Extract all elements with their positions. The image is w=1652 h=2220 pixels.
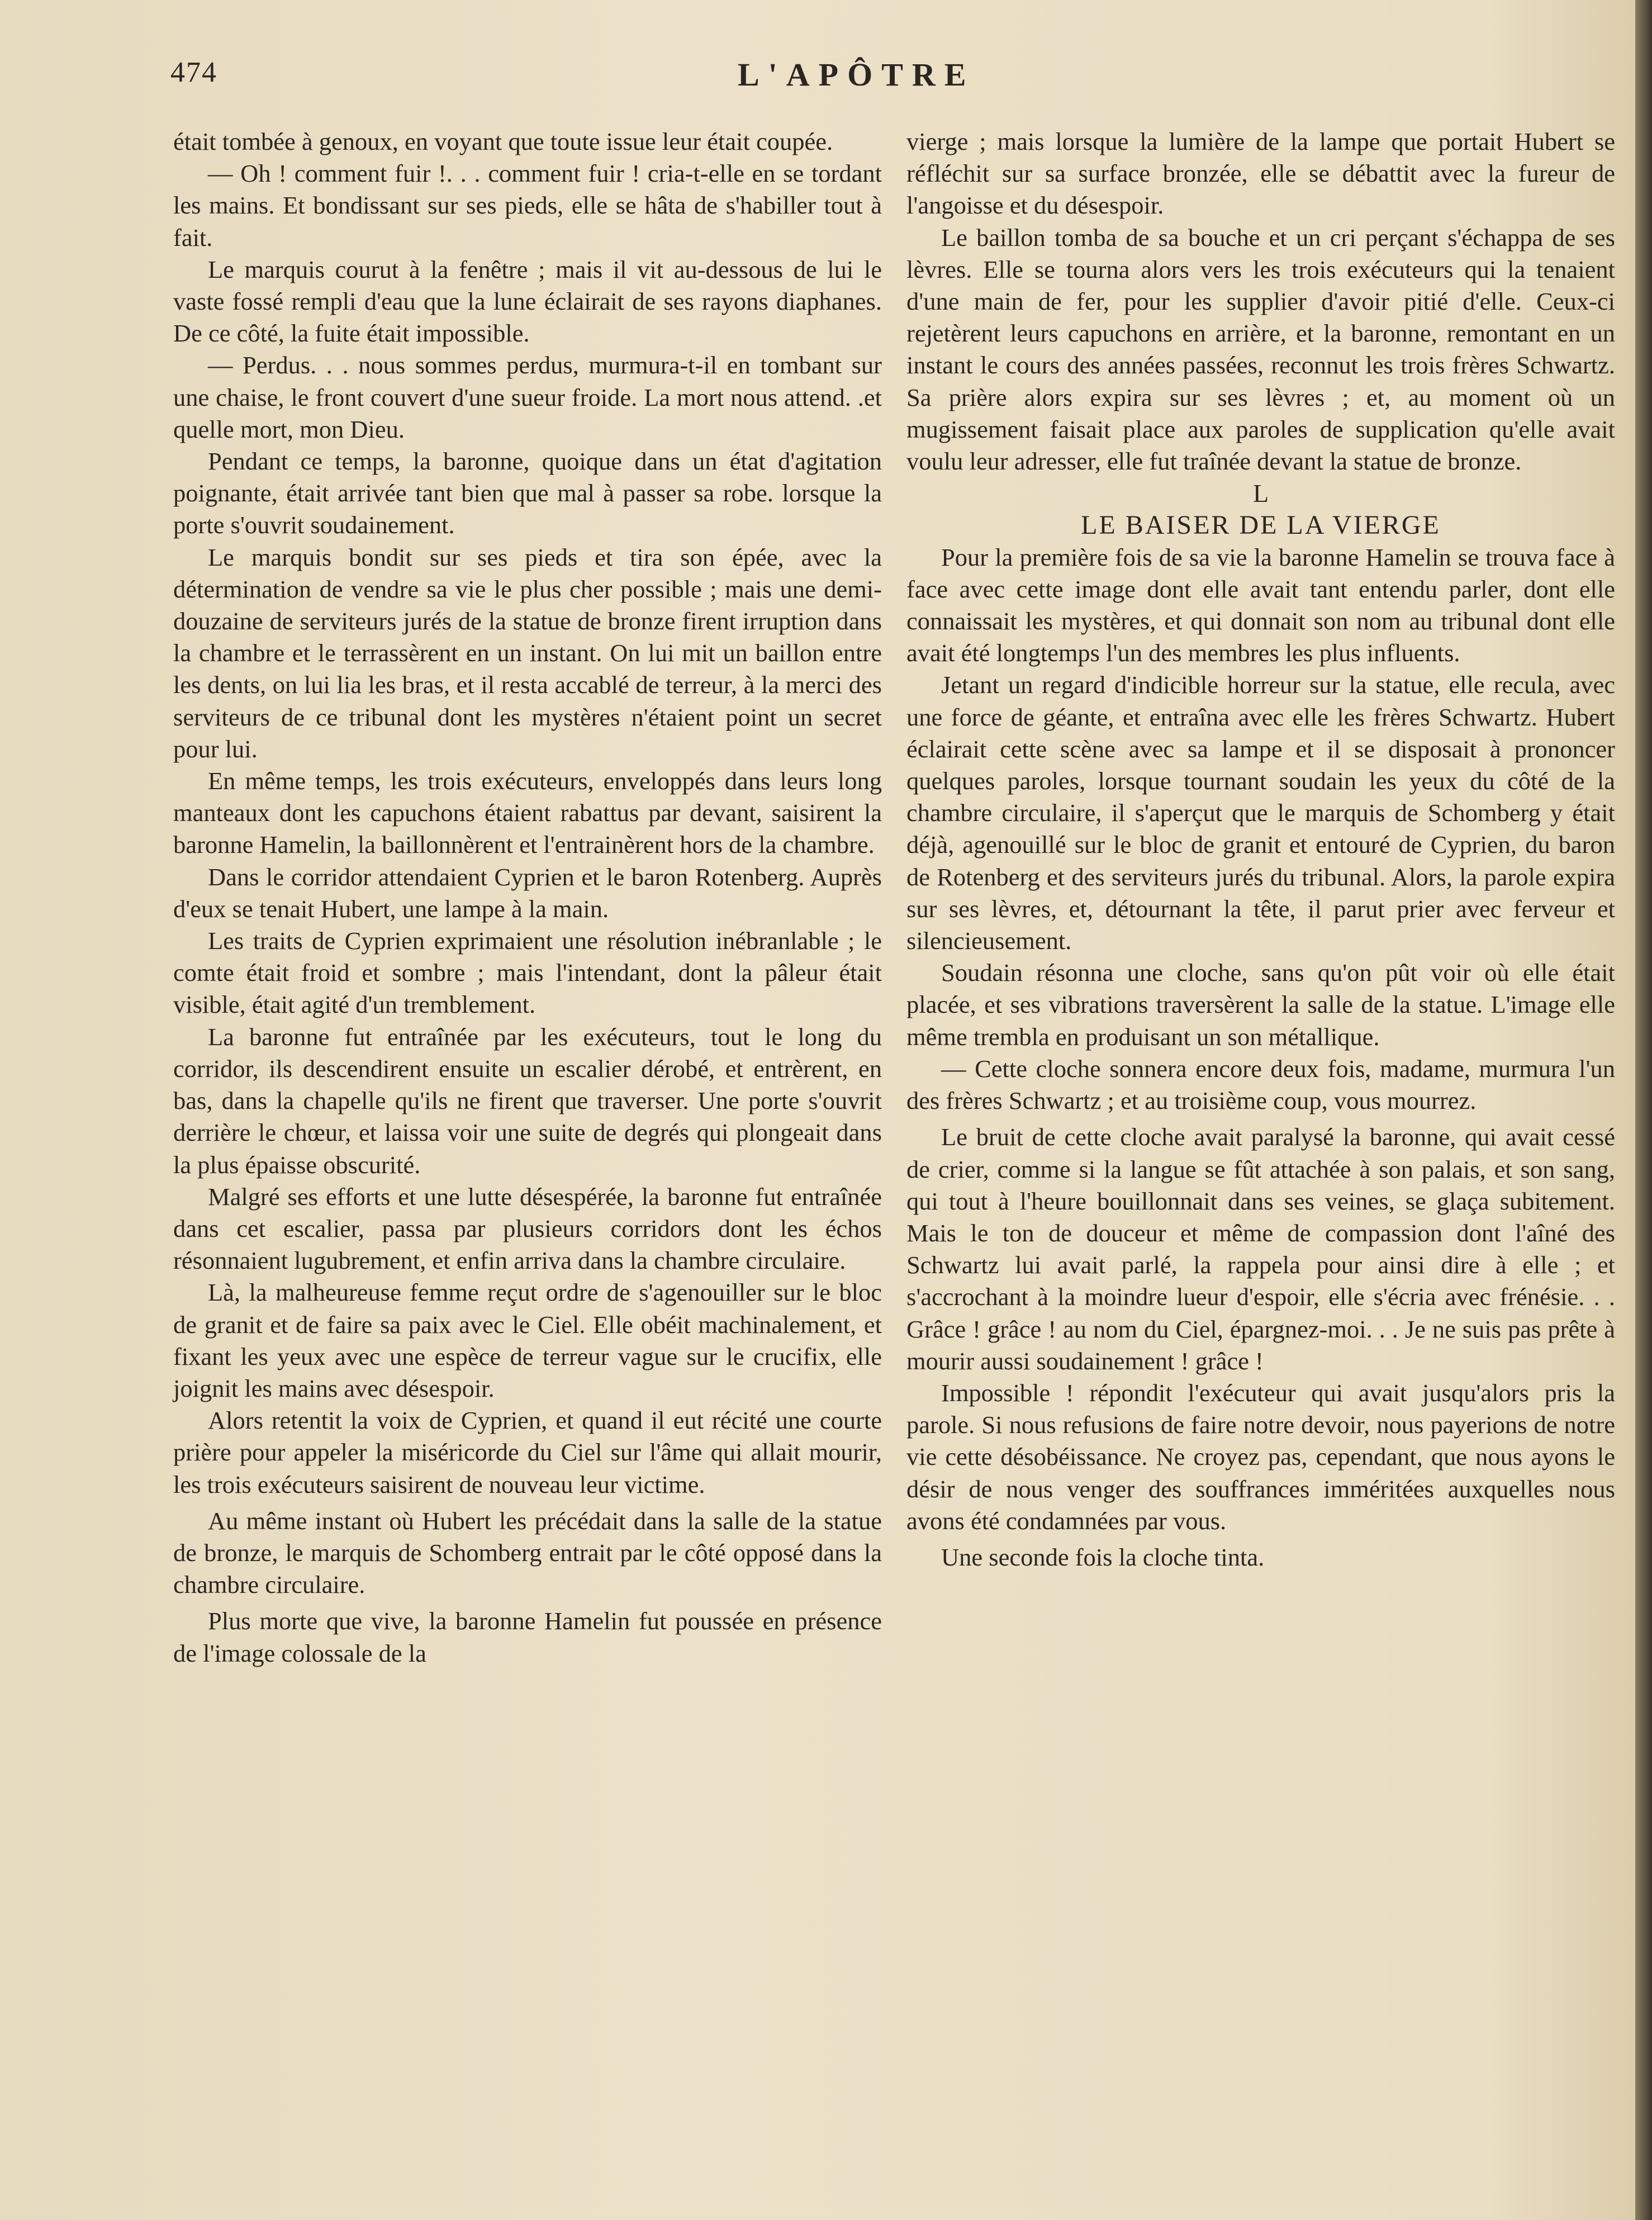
- paragraph: — Perdus. . . nous sommes perdus, murmura-t-il en tombant sur une chaise, le front couvert d'une sueur froide. La mort nous attend. .et quelle mort, mon Dieu.: [173, 351, 882, 443]
- paragraph: Soudain résonna une cloche, sans qu'on pût voir où elle était placée, et ses vibrations traversèrent la salle de la statue. L'image elle même trembla en produisant un son métallique.: [906, 959, 1615, 1051]
- paragraph: — Cette cloche sonnera encore deux fois, madame, murmura l'un des frères Schwartz ; et au troisième coup, vous mourrez.: [906, 1054, 1615, 1115]
- paragraph: Une seconde fois la cloche tinta.: [941, 1543, 1265, 1571]
- page-number: 474: [170, 56, 217, 88]
- paragraph: Le marquis courut à la fenêtre ; mais il vit au-dessous de lui le vaste fossé rempli d'eau que la lune éclairait de ses rayons diaphanes. De ce côté, la fuite était impossible.: [173, 255, 882, 348]
- paragraph: Le baillon tomba de sa bouche et un cri perçant s'échappa de ses lèvres. Elle se tourna alors vers les trois exécuteurs qui la tenaient d'une main de fer, pour les supplier d'avoir pitié d'elle. Ceux-ci rejetèrent leurs capuchons en arrière, et la baronne, remontant en un instant le cours des années passées, reconnut les trois frères Schwartz. Sa prière alors expira sur ses lèvres ; et, au moment où un mugissement faisait place aux paroles de supplication qu'elle avait voulu leur adresser, elle fut traînée devant la statue de bronze.: [906, 223, 1615, 476]
- paragraph: vierge ; mais lorsque la lumière de la lampe que portait Hubert se réfléchit sur sa surface bronzée, elle se débattit avec la fureur de l'angoisse et du désespoir.: [906, 127, 1615, 220]
- paragraph: En même temps, les trois exécuteurs, enveloppés dans leurs long manteaux dont les capuchons étaient rabattus par devant, saisirent la baronne Hamelin, la baillonnèrent et l'entrainèrent hors de la chambre.: [173, 767, 882, 859]
- page-edge-shadow: [1635, 0, 1652, 2220]
- paragraph: Alors retentit la voix de Cyprien, et quand il eut récité une courte prière pour appeler la miséricorde du Ciel sur l'âme qui allait mourir, les trois exécuteurs saisirent de nouveau leur victime.: [173, 1406, 882, 1498]
- paragraph: Les traits de Cyprien exprimaient une résolution inébranlable ; le comte était froid et sombre ; mais l'intendant, dont la pâleur était visible, était agité d'un tremblement.: [173, 927, 882, 1019]
- paragraph: était tombée à genoux, en voyant que toute issue leur était coupée.: [173, 127, 833, 155]
- paragraph: Impossible ! répondit l'exécuteur qui avait jusqu'alors pris la parole. Si nous refusions de faire notre devoir, nous payerions de notre vie cette désobéissance. Ne croyez pas, cependant, que nous ayons le désir de nous venger des souffrances imméritées auxquelles nous avons été condamnées par vous.: [906, 1378, 1615, 1535]
- paragraph: Au même instant où Hubert les précédait dans la salle de la statue de bronze, le marquis de Schomberg entrait par le côté opposé dans la chambre circulaire.: [173, 1506, 882, 1599]
- paragraph: Pour la première fois de sa vie la baronne Hamelin se trouva face à face avec cette image dont elle avait tant entendu parler, dont elle connaissait les mystères, et qui donnait son nom au tribunal dont elle avait été longtemps l'un des membres les plus influents.: [906, 543, 1615, 667]
- paragraph: Le bruit de cette cloche avait paralysé la baronne, qui avait cessé de crier, comme si la langue se fût attachée à son palais, et son sang, qui tout à l'heure bouillonnait dans ses veines, se glaça subitement. Mais le ton de douceur et même de compassion dont l'aîné des Schwartz lui avait parlé, la rappela pour ainsi dire à elle ; et s'accrochant à la moindre lueur d'espoir, elle s'écria avec frénésie. . . Grâce ! grâce ! au nom du Ciel, épargnez-moi. . . Je ne suis pas prête à mourir aussi soudainement ! grâce !: [906, 1123, 1615, 1375]
- running-title: L'APÔTRE: [738, 56, 975, 93]
- chapter-title: LE BAISER DE LA VIERGE: [1081, 510, 1441, 540]
- paragraph: — Oh ! comment fuir !. . . comment fuir ! cria-t-elle en se tordant les mains. Et bondissant sur ses pieds, elle se hâta de s'habiller tout à fait.: [173, 159, 882, 252]
- paragraph: Pendant ce temps, la baronne, quoique dans un état d'agitation poignante, était arrivée tant bien que mal à passer sa robe. lorsque la porte s'ouvrit soudainement.: [173, 447, 882, 539]
- left-column: [173, 126, 882, 1669]
- paragraph: Jetant un regard d'indicible horreur sur la statue, elle recula, avec une force de géante, et entraîna avec elle les frères Schwartz. Hubert éclairait cette scène avec sa lampe et il se disposait à prononcer quelques paroles, lorsque tournant soudain les yeux du côté de la chambre circulaire, il s'aperçut que le marquis de Schomberg y était déjà, agenouillé sur le bloc de granit et entouré de Cyprien, du baron de Rotenberg et des serviteurs jurés du tribunal. Alors, la parole expira sur ses lèvres, et, détournant la tête, il parut prier avec ferveur et silencieusement.: [906, 671, 1615, 955]
- paragraph: Malgré ses efforts et une lutte désespérée, la baronne fut entraînée dans cet escalier, passa par plusieurs corridors dont les échos résonnaient lugubrement, et enfin arriva dans la chambre circulaire.: [173, 1182, 882, 1275]
- chapter-number: L: [1252, 479, 1269, 508]
- paragraph: Là, la malheureuse femme reçut ordre de s'agenouiller sur le bloc de granit et de faire sa paix avec le Ciel. Elle obéit machinalement, et fixant les yeux avec une espèce de terreur vague sur le crucifix, elle joignit les mains avec désespoir.: [173, 1278, 882, 1402]
- paragraph: La baronne fut entraînée par les exécuteurs, tout le long du corridor, ils descendirent ensuite un escalier dérobé, et entrèrent, en bas, dans la chapelle qu'ils ne firent que traverser. Une porte s'ouvrit derrière le chœur, et laissa voir une suite de degrés qui plongeait dans la plus épaisse obscurité.: [173, 1022, 882, 1179]
- paragraph: Plus morte que vive, la baronne Hamelin fut poussée en présence de l'image colossale de la: [173, 1607, 882, 1667]
- paragraph: Dans le corridor attendaient Cyprien et le baron Rotenberg. Auprès d'eux se tenait Hubert, une lampe à la main.: [173, 862, 882, 923]
- right-column: [906, 126, 1615, 1573]
- paragraph: Le marquis bondit sur ses pieds et tira son épée, avec la détermination de vendre sa vie le plus cher possible ; mais une demi-douzaine de serviteurs jurés de la statue de bronze firent irruption dans la chambre et le terrassèrent en un instant. On lui mit un baillon entre les dents, on lui lia les bras, et il resta accablé de terreur, à la merci des serviteurs de ce tribunal dont les mystères n'étaient point un secret pour lui.: [173, 543, 882, 763]
